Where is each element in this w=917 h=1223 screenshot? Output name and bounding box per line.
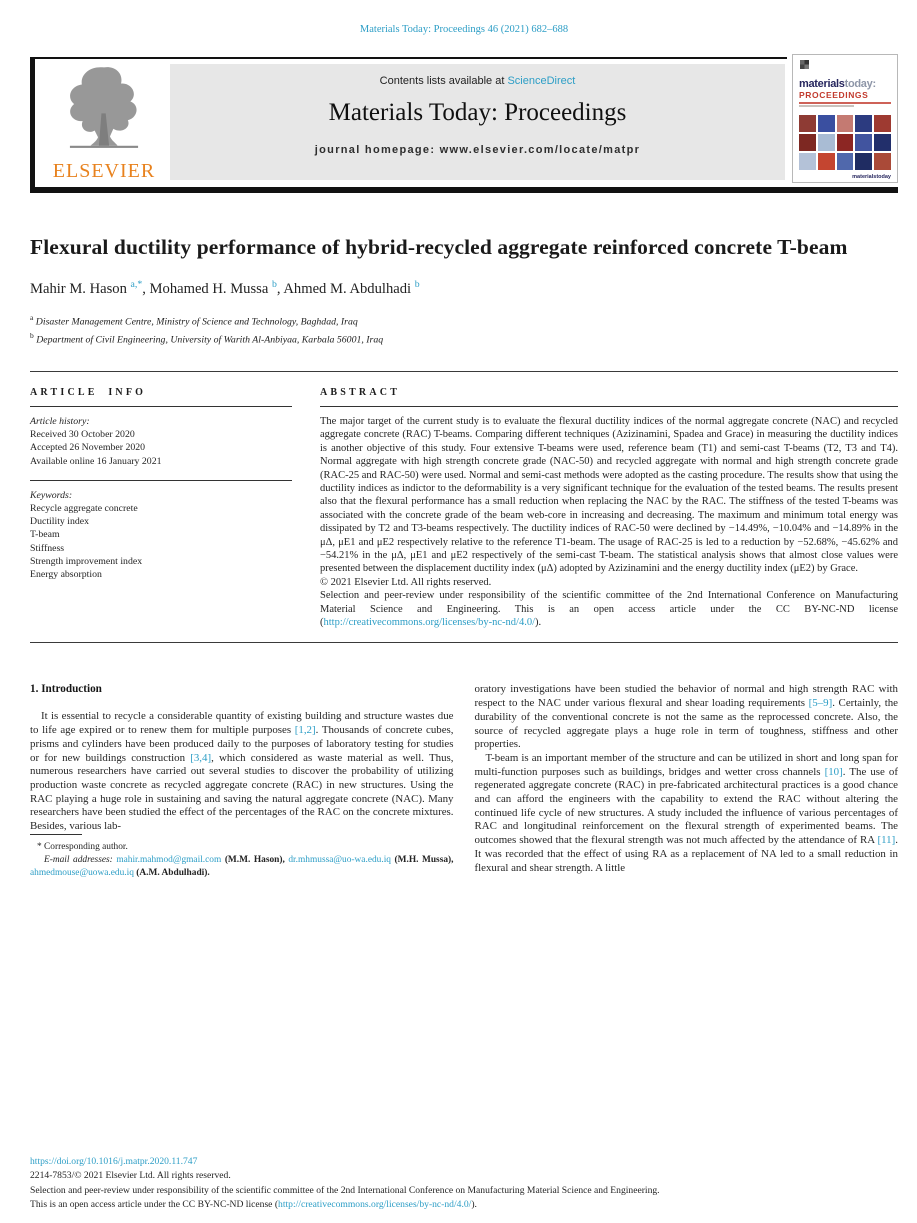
author: [30, 281, 150, 297]
cover-tile: [799, 115, 816, 132]
email-owner: (M.M. Hason),: [221, 854, 289, 865]
author-affiliation-sup[interactable]: a,*: [130, 279, 143, 291]
email-link[interactable]: ahmedmouse@uowa.edu.iq: [30, 867, 134, 878]
journal-citation: Materials Today: Proceedings 46 (2021) 682–688: [359, 24, 569, 35]
cover-tile: [855, 115, 872, 132]
header-bottom-rule: [30, 187, 898, 193]
header-top-rule: [30, 57, 787, 59]
abstract-selection-note: [320, 589, 898, 629]
citation-link[interactable]: [1,2]: [294, 724, 316, 737]
citation-link[interactable]: [3,4]: [190, 751, 212, 764]
cover-tile: [818, 153, 835, 170]
cover-tile: [818, 134, 835, 151]
intro-paragraph-right-1: [475, 683, 899, 752]
affiliation-text: Disaster Management Centre, Ministry of Science and Technology, Baghdad, Iraq: [35, 316, 358, 328]
article-title: Flexural ductility performance of hybrid-recycled aggregate reinforced concrete T-beam: [30, 235, 848, 259]
abstract-copyright: © 2021 Elsevier Ltd. All rights reserved.: [320, 576, 492, 588]
contents-prefix: Contents lists available at: [379, 75, 508, 87]
email-label: E-mail addresses:: [44, 854, 113, 865]
cover-tile-grid: [799, 115, 891, 170]
cover-tile: [799, 134, 816, 151]
email-link[interactable]: mahir.mahmod@gmail.com: [116, 854, 222, 865]
journal-title: Materials Today: Proceedings: [328, 99, 627, 126]
author-separator: ,: [142, 281, 150, 298]
citation-link[interactable]: [11]: [877, 834, 896, 847]
cover-tile: [874, 115, 891, 132]
affiliation: [30, 329, 898, 347]
affiliation-list: [30, 311, 898, 347]
cover-brand: [799, 79, 891, 90]
article-info-heading: ARTICLE INFO: [30, 386, 147, 398]
email-owner: (A.M. Abdulhadi).: [133, 867, 210, 878]
corresponding-author-line: * Corresponding author.: [37, 841, 128, 852]
journal-homepage[interactable]: journal homepage: www.elsevier.com/locate/matpr: [314, 144, 641, 156]
sciencedirect-link[interactable]: ScienceDirect: [507, 75, 576, 87]
abstract-heading: ABSTRACT: [320, 386, 401, 398]
history-item: Accepted 26 November 2020: [30, 442, 146, 454]
keyword: Energy absorption: [30, 568, 102, 580]
cover-tile: [855, 134, 872, 151]
paragraph-text: . It was recorded that the effect of using RA as a replacement of NA led to a small reduction in flexural and shear strength. A little: [474, 834, 898, 874]
author-name: Mahir M. Hason: [30, 281, 127, 298]
author: [283, 281, 419, 297]
cover-red-rule: [799, 102, 891, 104]
affiliation-text: Department of Civil Engineering, University of Warith Al-Anbiyaa, Karbala 56001, Iraq: [36, 334, 384, 346]
contents-line: [170, 64, 785, 87]
cover-tile: [874, 153, 891, 170]
license-link[interactable]: http://creativecommons.org/licenses/by-nc-nd/4.0/: [323, 616, 536, 628]
page-footer: [30, 1155, 898, 1213]
paragraph-text: . Certainly, the durability of the conventional concrete is not the same as the reprocessed concrete. Also, the source of recycled aggregate plays a huge role in term of toughness, stiffness and other properties.: [474, 697, 899, 751]
keyword: Recycle aggregate concrete: [30, 502, 138, 514]
article-info-column: [30, 387, 292, 630]
email-addresses-line: [30, 854, 454, 880]
cover-sub-rule: [799, 105, 854, 107]
keyword: Ductility index: [30, 516, 90, 528]
author-affiliation-sup[interactable]: b: [271, 279, 277, 291]
elsevier-tree-icon: [61, 64, 147, 156]
section-heading-introduction: 1. Introduction: [30, 683, 102, 696]
author-list: [30, 280, 898, 299]
keyword: Stiffness: [30, 542, 65, 554]
paragraph-text: It is essential to recycle a considerable quantity of existing building and structure wastes due to life age expired or to renew them for multiple purposes: [30, 710, 454, 737]
cover-tile: [837, 115, 854, 132]
history-item: Received 30 October 2020: [30, 429, 135, 441]
author: [150, 281, 284, 297]
citation-link[interactable]: [5–9]: [808, 697, 833, 710]
elsevier-wordmark: ELSEVIER: [52, 160, 156, 182]
affiliation-sup: a: [30, 313, 34, 323]
footer-selection-line: Selection and peer-review under responsibility of the scientific committee of the 2nd International Conference on Manufacturing Material Science and Engineering.: [30, 1184, 660, 1196]
header-left-rule: [30, 57, 35, 193]
license-prefix: This is an open access article under the CC BY-NC-ND license (: [30, 1199, 279, 1211]
cover-tile: [799, 153, 816, 170]
email-link[interactable]: dr.mhmussa@uo-wa.edu.iq: [288, 854, 391, 865]
citation-link[interactable]: [10]: [824, 765, 843, 778]
corresponding-author-footnote: [30, 834, 454, 882]
affiliation-sup: b: [30, 331, 34, 341]
email-owner: (M.H. Mussa),: [391, 854, 454, 865]
article-history-label: Article history:: [30, 415, 90, 427]
journal-cover-thumbnail: [792, 54, 898, 183]
article-info-rule: [30, 406, 292, 407]
cover-tile: [818, 115, 835, 132]
intro-paragraph-right-2: [475, 752, 899, 875]
paragraph-text: oratory investigations have been studied the behavior of normal and high strength RAC with respect to the NAC under various flexural and shear loading requirements: [474, 683, 898, 710]
issn-copyright-line: 2214-7853/© 2021 Elsevier Ltd. All rights reserved.: [30, 1170, 231, 1182]
author-separator: ,: [276, 281, 284, 298]
affiliation: [30, 311, 898, 329]
author-name: Mohamed H. Mussa: [149, 281, 269, 298]
paragraph-text: T-beam is an important member of the structure and can be utilized in short and long span for multi-function purposes such as buildings, bridges and wetter cross channels: [474, 751, 898, 778]
cover-brand-materials: materials: [799, 78, 845, 90]
abstract-text: The major target of the current study is to evaluate the flexural ductility indices of the normal aggregate concrete (NAC) and recycled aggregate concrete (RAC) T-beams. Comparing different techniques (Azizinamini, Spadea and Grace) in measuring the ductility indices is another objective of this study. Four extensive T-beams were used, reference beam (T1) and semi-cast T-beams (T2, T3 and T4). Normal aggregate with high strength concrete grade (NAC-50) and recycled aggregate with normal and high strength concrete grade (RAC-25 and RAC-50) were used. Normal and semi-cast methods were adopted as the casting procedure. The results show that using the ductility indices as indictor to the deformability is a very significant technique for the evaluation of the tested beams. The results present also that the flexural performance has a small reduction when replacing the NAC by the RAC. The stiffness of the tested T-beams was associated with the concrete grade of the beam web-core in increasing and decreasing. The maximum and minimum total energy was dissipated by T2 and T3-beams respectively. The ductility indices of RAC-50 were declined by −14.49%, −10.04% and −14.89% in the μΔ, μE1 and μE2 respectively relative to the reference T1-beam. The usage of RAC-25 is led to a reduction by −52.68%, −45.62% and −54.21% in the μΔ, μE1 and μE2 respectively of the semi-cast T-beam. The statistical analysis shows that almost close values were presented between the displacement ductility index (μΔ) adopted by Azizinamini and the energy ductility index (μE2) by Grace.: [320, 415, 898, 575]
right-column: [475, 683, 899, 881]
keywords-label: Keywords:: [30, 489, 73, 501]
cover-tile: [855, 153, 872, 170]
frontmatter: [30, 372, 898, 630]
paragraph-text: , which considered as waste material as well. Thus, numerous researchers have carried out several studies to discover the probability of utilizing production waste concrete as recycled aggregate concrete (RAC) in new structures. Using the RAC playing a huge role in sustaining and saving the natural aggregate concrete (NAC). Many researchers have been studied the effect of the percentages of the RAC on the concrete mixtures. Besides, various lab-: [30, 751, 454, 833]
cover-logo-mark-icon: [800, 60, 809, 69]
author-name: Ahmed M. Abdulhadi: [283, 281, 412, 298]
author-affiliation-sup[interactable]: b: [414, 279, 420, 291]
selection-text: Selection and peer-review under responsibility of the scientific committee of the 2nd International Conference on Manufacturing Material Science and Engineering. This is an open access article under the CC BY-NC-ND license (: [320, 590, 898, 628]
cover-tile: [837, 134, 854, 151]
paragraph-text: . Thousands of concrete cubes, prisms and cylinders have been produced daily to the purposes of laboratory testing for studies or for new buildings construction: [30, 724, 454, 764]
journal-header: [30, 57, 898, 193]
license-suffix: ).: [471, 1199, 477, 1211]
abstract-column: [320, 387, 898, 630]
keyword: Strength improvement index: [30, 555, 143, 567]
keywords-rule: [30, 480, 292, 481]
history-item: Available online 16 January 2021: [30, 455, 162, 467]
footnote-rule: [30, 834, 82, 835]
elsevier-logo: [40, 64, 168, 186]
body-columns: [30, 643, 898, 881]
cover-brand-proceedings: PROCEEDINGS: [799, 90, 869, 100]
journal-banner: [170, 64, 785, 180]
intro-paragraph-left: [30, 710, 454, 833]
selection-suffix: ).: [535, 616, 542, 628]
cover-tile: [837, 153, 854, 170]
abstract-rule: [320, 406, 898, 407]
cover-footer-text: materialstoday: [852, 173, 891, 180]
footer-license-line: [30, 1198, 898, 1213]
doi-link[interactable]: https://doi.org/10.1016/j.matpr.2020.11.747: [30, 1155, 198, 1167]
paragraph-text: . The use of regenerated aggregate concrete (RAC) in pre-fabricated architectural practices is a good chance and can afford the engineers with the capability to extend the RAC without altering the continued life cycle of new structures. A study included the influence of various percentages of RAC and longitudinal reinforcement on the flexural strength of experimented beams. The outcomes showed that the flexural strength was not much affected by the attendance of RA: [474, 765, 898, 847]
cover-brand-today: today:: [844, 78, 876, 90]
cover-tile: [874, 134, 891, 151]
keyword: T-beam: [30, 529, 60, 541]
left-column: [30, 683, 454, 881]
footer-license-link[interactable]: http://creativecommons.org/licenses/by-nc-nd/4.0/: [278, 1199, 472, 1211]
